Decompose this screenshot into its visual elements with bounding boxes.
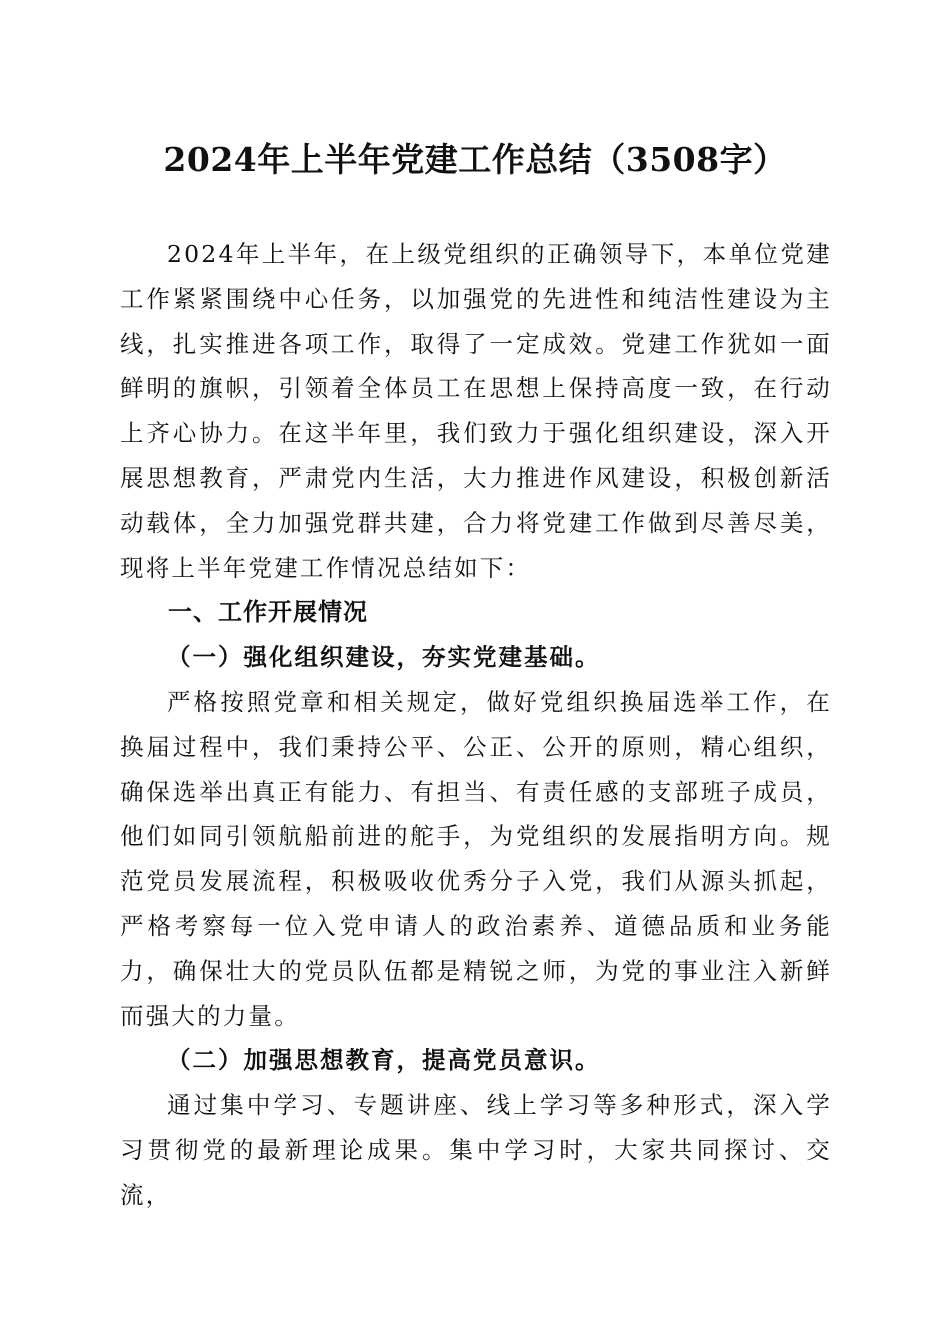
subsection-paragraph-organization: 严格按照党章和相关规定，做好党组织换届选举工作，在换届过程中，我们秉持公平、公正、公开的原则，精心组织，确保选举出真正有能力、有担当、有责任感的支部班子成员，他们如同引领航船前进的舵手，为党组织的发展指明方向。规范党员发展流程，积极吸收优秀分子入党，我们从源头抓起，严格考察每一位入党申请人的政治素养、道德品质和业务能力，确保壮大的党员队伍都是精锐之师，为党的事业注入新鲜而强大的力量。 [120, 687, 832, 1030]
document-body [120, 232, 832, 1218]
subsection-heading-education: （二）加强思想教育，提高党员意识。 [167, 1046, 601, 1075]
document-title: 2024年上半年党建工作总结（3508字） [163, 140, 787, 179]
subsection-paragraph-education: 通过集中学习、专题讲座、线上学习等多种形式，深入学习贯彻党的最新理论成果。集中学习时，大家共同探讨、交流， [120, 1091, 832, 1209]
intro-paragraph: 2024年上半年，在上级党组织的正确领导下，本单位党建工作紧紧围绕中心任务，以加强党的先进性和纯洁性建设为主线，扎实推进各项工作，取得了一定成效。党建工作犹如一面鲜明的旗帜，引领着全体员工在思想上保持高度一致，在行动上齐心协力。在这半年里，我们致力于强化组织建设，深入开展思想教育，严肃党内生活，大力推进作风建设，积极创新活动载体，全力加强党群共建，合力将党建工作做到尽善尽美，现将上半年党建工作情况总结如下： [120, 240, 832, 582]
subsection-heading-organization: （一）强化组织建设，夯实党建基础。 [167, 643, 601, 672]
section-heading-work-status: 一、工作开展情况 [168, 598, 368, 627]
